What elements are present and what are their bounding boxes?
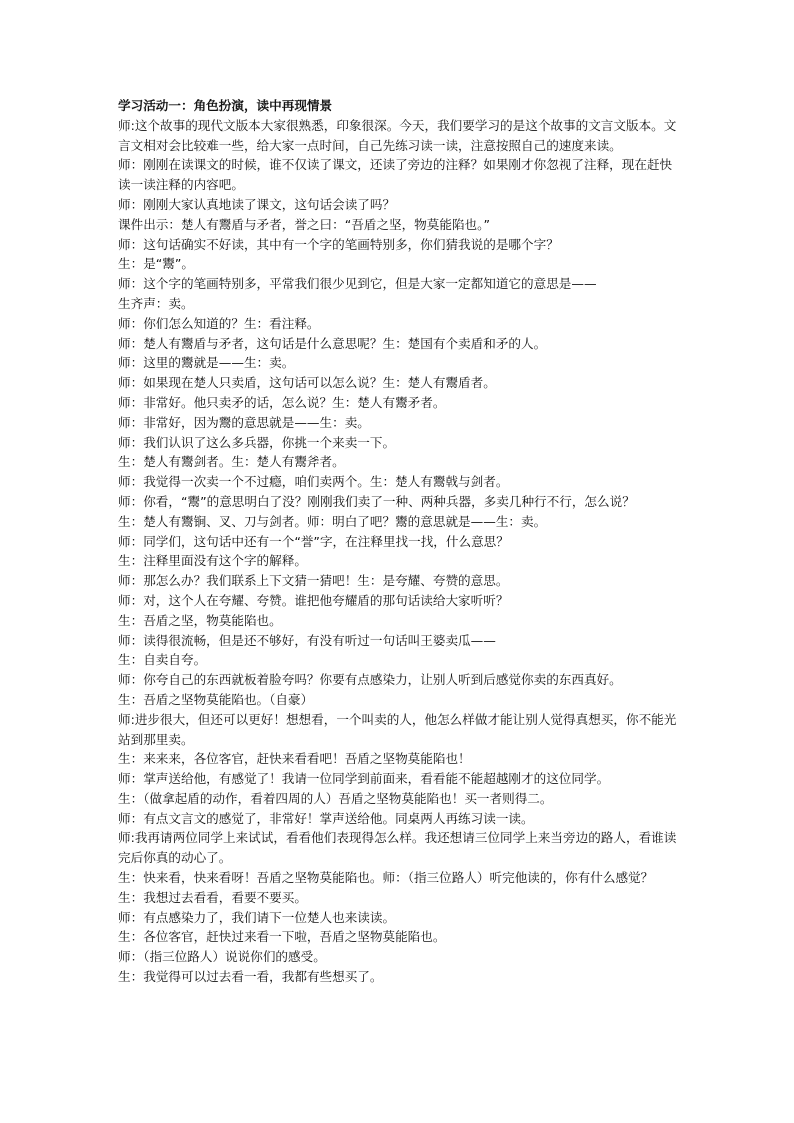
dialogue-paragraph: 生：快来看，快来看呀！吾盾之坚物莫能陷也。师：（指三位路人）听完他读的，你有什么感觉？生：我想过去看看，看要不要买。: [118, 870, 654, 905]
dialogue-paragraph: 师：楚人有鬻盾与矛者，这句话是什么意思呢？生：楚国有个卖盾和矛的人。: [118, 335, 547, 351]
dialogue-paragraph: 师：我们认识了这么多兵器，你挑一个来卖一下。: [118, 434, 396, 450]
dialogue-paragraph: 师：有点文言文的感觉了，非常好！掌声送给他。同桌两人再练习读一读。: [118, 810, 534, 826]
dialogue-paragraph: 师：那怎么办？我们联系上下文猜一猜吧！生：是夸耀、夸赞的意思。: [118, 573, 509, 589]
dialogue-paragraph: 师:这个故事的现代文版本大家很熟悉，印象很深。今天，我们要学习的是这个故事的文言文版本。文言文相对会比较难一些，给大家一点时间，自己先练习读一读，注意按照自己的速度来读。: [118, 117, 677, 153]
dialogue-paragraph: 生：吾盾之坚物莫能陷也。（自豪）: [118, 691, 314, 707]
dialogue-paragraph: 生：各位客官，赶快过来看一下啦，吾盾之坚物莫能陷也。: [118, 929, 446, 945]
dialogue-body: [118, 116, 678, 987]
dialogue-paragraph: 课件出示：楚人有鬻盾与矛者，誉之曰：“吾盾之坚，物莫能陷也。”: [118, 216, 490, 232]
dialogue-paragraph: 师：如果现在楚人只卖盾，这句话可以怎么说？生：楚人有鬻盾者。: [118, 375, 496, 391]
dialogue-paragraph: 师：刚刚在读课文的时候，谁不仅读了课文，还读了旁边的注释？如果刚才你忽视了注释，现在赶快读一读注释的内容吧。: [118, 157, 673, 193]
dialogue-paragraph: 师：你们怎么知道的？生：看注释。: [118, 315, 320, 331]
dialogue-paragraph: 生：楚人有鬻剑者。生：楚人有鬻斧者。: [118, 454, 345, 470]
dialogue-paragraph: 师：你夸自己的东西就板着脸夸吗？你要有点感染力，让别人听到后感觉你卖的东西真好。: [118, 672, 622, 688]
dialogue-paragraph: 生：我觉得可以过去看一看，我都有些想买了。: [118, 969, 383, 985]
dialogue-paragraph: 生：注释里面没有这个字的解释。: [118, 553, 307, 569]
dialogue-paragraph: 生：楚人有鬻锏、叉、刀与剑者。师：明白了吧？鬻的意思就是——生：卖。: [118, 513, 547, 529]
dialogue-paragraph: 生齐声：卖。: [118, 295, 194, 311]
dialogue-paragraph: 师：刚刚大家认真地读了课文，这句话会读了吗？: [118, 196, 396, 212]
dialogue-paragraph: 师：这个字的笔画特别多，平常我们很少见到它，但是大家一定都知道它的意思是——: [118, 276, 597, 292]
dialogue-paragraph: 师：掌声送给他，有感觉了！我请一位同学到前面来，看看能不能超越刚才的这位同学。: [118, 771, 610, 787]
dialogue-paragraph: 师:进步很大，但还可以更好！想想看，一个叫卖的人，他怎么样做才能让别人觉得真想买，你不能光站到那里卖。: [118, 711, 677, 747]
dialogue-paragraph: 师：你看，“鬻”的意思明白了没？刚刚我们卖了一种、两种兵器，多卖几种行不行，怎么说？: [118, 493, 635, 509]
document-page: [118, 96, 678, 987]
dialogue-paragraph: 师：（指三位路人）说说你们的感受。: [118, 949, 326, 965]
dialogue-paragraph: 生：来来来，各位客官，赶快来看看吧！吾盾之坚物莫能陷也！: [118, 751, 471, 767]
dialogue-paragraph: 生：是“鬻”。: [118, 256, 195, 272]
dialogue-paragraph: 师：这句话确实不好读，其中有一个字的笔画特别多，你们猜我说的是哪个字？: [118, 236, 559, 252]
dialogue-paragraph: 生：（做拿起盾的动作，看着四周的人）吾盾之坚物莫能陷也！买一者则得二。: [118, 790, 553, 806]
dialogue-paragraph: 生：自卖自夸。: [118, 652, 207, 668]
dialogue-paragraph: 师：对，这个人在夸耀、夸赞。谁把他夸耀盾的那句话读给大家听听？: [118, 592, 509, 608]
dialogue-paragraph: 师：同学们，这句话中还有一个“誉”字，在注释里找一找，什么意思？: [118, 533, 509, 549]
dialogue-paragraph: 师：非常好，因为鬻的意思就是——生：卖。: [118, 414, 370, 430]
dialogue-paragraph: 师:我再请两位同学上来试试，看看他们表现得怎么样。我还想请三位同学上来当旁边的路人，看谁读完后你真的动心了。: [118, 830, 677, 866]
dialogue-paragraph: 师：有点感染力了，我们请下一位楚人也来读读。: [118, 909, 396, 925]
dialogue-paragraph: 师：非常好。他只卖矛的话，怎么说？生：楚人有鬻矛者。: [118, 394, 446, 410]
dialogue-paragraph: 师：这里的鬻就是——生：卖。: [118, 355, 295, 371]
dialogue-paragraph: 师：我觉得一次卖一个不过瘾，咱们卖两个。生：楚人有鬻戟与剑者。: [118, 474, 509, 490]
dialogue-paragraph: 生：吾盾之坚，物莫能陷也。: [118, 612, 282, 628]
section-heading: 学习活动一：角色扮演，读中再现情景: [118, 98, 333, 113]
dialogue-paragraph: 师：读得很流畅，但是还不够好，有没有听过一句话叫王婆卖瓜——: [118, 632, 496, 648]
